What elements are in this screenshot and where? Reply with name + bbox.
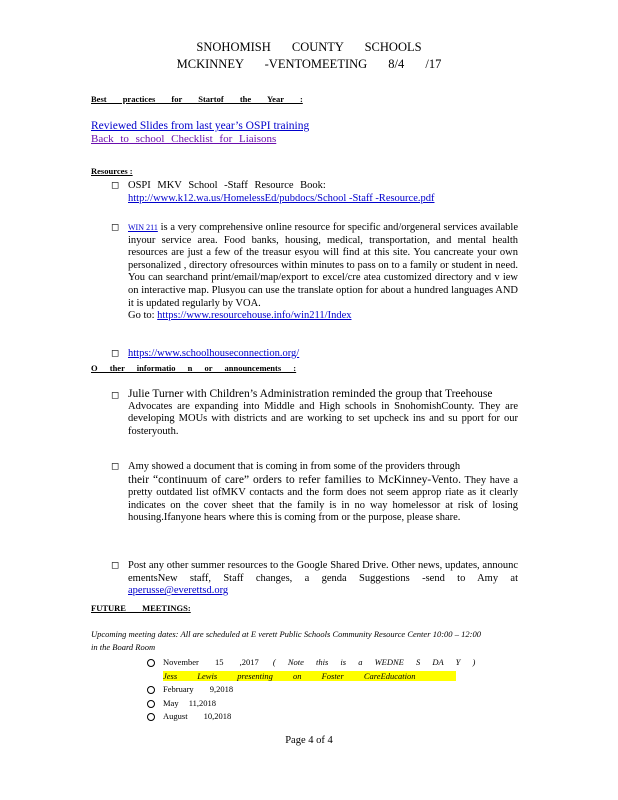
meeting-dates-list <box>147 656 475 724</box>
best-practices-links <box>91 120 309 146</box>
bullet-icon: ◻ <box>111 390 120 401</box>
schoolhouse-link[interactable]: https://www.schoolhouseconnection.org/ <box>128 348 300 359</box>
meeting-sub-item <box>147 670 475 684</box>
best-practices-heading: Best practices for Startof the Year : <box>91 94 303 104</box>
meeting-date: November 15 ,2017 <box>163 657 259 667</box>
summer-text: Post any other summer resources to the Google Shared Drive. Other news, updates, announc ementsNew staff, Staff changes, a genda Suggestions -send to Amy at <box>128 560 518 584</box>
meeting-date: February 9,2018 <box>163 684 234 695</box>
header-line-1: SNOHOMISH COUNTY SCHOOLS <box>196 40 422 54</box>
bullet-icon: ◻ <box>111 222 120 233</box>
reviewed-slides-link[interactable]: Reviewed Slides from last year’s OSPI training <box>91 120 310 132</box>
future-meetings-heading: FUTURE MEETINGS: <box>91 603 191 613</box>
other-info-heading: O ther informatio n or announcements : <box>91 363 297 373</box>
bullet-icon: ◻ <box>111 348 120 359</box>
resourcehouse-link[interactable]: https://www.resourcehouse.info/win211/Index <box>157 310 352 322</box>
meeting-intro: Upcoming meeting dates: All are scheduled at E verett Public Schools Community Resource Center 10:00 – 12:00 in the Board Room <box>91 629 481 652</box>
win211-description: is a very comprehensive online resource for specific and/orgeneral services available inyour service area. Food banks, housing, medical, transportation, and mental health resources are just a few of the treasur esyou will find at this site. You cancreate your own personalized , directory ofresources within minutes to pass on to a family or student in need. You can searchand print/email/map/export to excel/cre atea customized directory and v iew on interactive map. Plusyou can use the translate option for about a hundred languages AND it is updated regularly by VOA. <box>128 222 518 309</box>
meeting-date-item <box>147 697 475 711</box>
continuum-line-a: Amy showed a document that is coming in from some of the providers through <box>128 461 461 472</box>
meeting-date-item <box>147 710 475 724</box>
announcement-summer <box>128 560 518 598</box>
circle-bullet-icon <box>147 686 155 694</box>
circle-bullet-icon <box>147 700 155 708</box>
resource-item-ospi <box>128 180 518 205</box>
meeting-note: ( Note this is a WEDNE S DA Y ) <box>272 657 476 667</box>
treehouse-rest: Advocates are expanding into Middle and High schools in SnohomishCounty. They are developing MOUs with districts and are working to set upcheck ins and su pport for our fosteryouth. <box>128 400 518 437</box>
announcement-continuum <box>128 461 518 525</box>
header-line-2: MCKINNEY -VENTOMEETING 8/4 /17 <box>176 57 442 71</box>
bullet-icon: ◻ <box>111 461 120 472</box>
bullet-icon: ◻ <box>111 560 120 571</box>
page-number: Page 4 of 4 <box>285 735 333 746</box>
goto-label: Go to: <box>128 310 155 322</box>
announcement-treehouse <box>128 388 518 438</box>
presenter-highlight: Jess Lewis presenting on Foster CareEducation <box>163 671 456 681</box>
ospi-link[interactable]: http://www.k12.wa.us/HomelessEd/pubdocs/School -Staff -Resource.pdf <box>128 192 435 204</box>
treehouse-lead: Julie Turner with Children’s Administration reminded the group that Treehouse <box>128 388 493 400</box>
meeting-date-item <box>147 656 475 670</box>
meeting-date-item <box>147 683 475 697</box>
meeting-date: May 11,2018 <box>163 697 217 708</box>
circle-bullet-icon <box>147 713 155 721</box>
bullet-icon: ◻ <box>111 180 120 191</box>
continuum-line-b: their “continuum of care” orders to refer families to McKinney-Vento. <box>128 473 461 486</box>
resources-heading: Resources : <box>91 166 133 176</box>
email-link[interactable]: aperusse@everettsd.org <box>128 585 229 597</box>
back-to-school-link[interactable]: Back to school Checklist for Liaisons <box>91 133 277 145</box>
ospi-text: OSPI MKV School -Staff Resource Book: <box>128 180 326 191</box>
win211-link[interactable]: WIN 211 <box>128 223 158 232</box>
circle-bullet-icon <box>147 659 155 667</box>
resource-item-schoolhouse <box>128 348 518 361</box>
continuum-line-c: They have a pretty outdated list ofMKV contacts and the form does not seem approp riate as it clearly indicates on the cover sheet that the family is in no way homelessor at risk of losing housing.Ifanyone hears where this is coming from or the purpose, please share. <box>128 474 518 524</box>
resource-item-win211 <box>128 222 518 323</box>
meeting-date: August 10,2018 <box>163 711 232 722</box>
